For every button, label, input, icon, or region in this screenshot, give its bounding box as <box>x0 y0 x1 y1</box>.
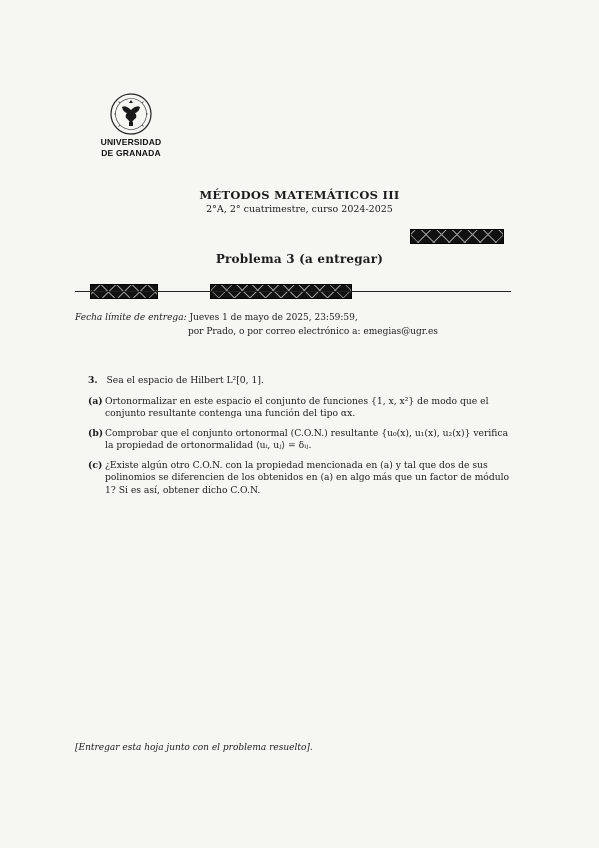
university-name-line2: DE GRANADA <box>101 148 161 158</box>
university-seal-icon <box>108 92 154 136</box>
problem-item-c <box>88 460 518 498</box>
problem-statement <box>88 375 518 504</box>
item-text: Comprobar que el conjunto ortonormal (C.O.N.) resultante {u₀(x), u₁(x), u₂(x)} verifica la propiedad de ortonormalidad ⟨uᵢ, uⱼ⟩ = δᵢⱼ. <box>105 427 509 451</box>
university-logo <box>96 92 166 158</box>
divider-line <box>75 291 511 292</box>
deadline-label: Fecha límite de entrega: <box>75 313 187 323</box>
item-text: Ortonormalizar en este espacio el conjunto de funciones {1, x, x²} de modo que el conjunto resultante contenga una función del tipo αx. <box>105 395 489 419</box>
problem-intro-row <box>88 375 518 388</box>
university-name-line1: UNIVERSIDAD <box>100 137 162 147</box>
deadline-block <box>75 311 495 339</box>
problem-number: 3. <box>88 375 98 386</box>
item-mark: (b) <box>88 427 104 439</box>
footer-note: [Entregar esta hoja junto con el problema resuelto]. <box>75 743 313 753</box>
problem-intro: Sea el espacio de Hilbert L²[0, 1]. <box>106 375 264 386</box>
problem-title: Problema 3 (a entregar) <box>215 252 384 266</box>
item-text: ¿Existe algún otro C.O.N. con la propiedad mencionada en (a) y tal que dos de sus polinomios se diferencien de los obtenidos en (a) en algo más que un factor de módulo 1? Si es así, obtener dicho C.O.N. <box>105 459 510 496</box>
problem-item-a <box>88 396 518 421</box>
deadline-date: Jueves 1 de mayo de 2025, 23:59:59, <box>189 313 358 323</box>
problem-item-b <box>88 428 518 453</box>
course-title: MÉTODOS MATEMÁTICOS III <box>199 188 400 202</box>
item-mark: (c) <box>88 459 103 471</box>
course-subtitle: 2°A, 2° cuatrimestre, curso 2024-2025 <box>206 204 393 215</box>
redacted-block-name <box>410 229 504 244</box>
item-mark: (a) <box>88 395 103 407</box>
deadline-submission: por Prado, o por correo electrónico a: emegias@ugr.es <box>188 327 438 337</box>
